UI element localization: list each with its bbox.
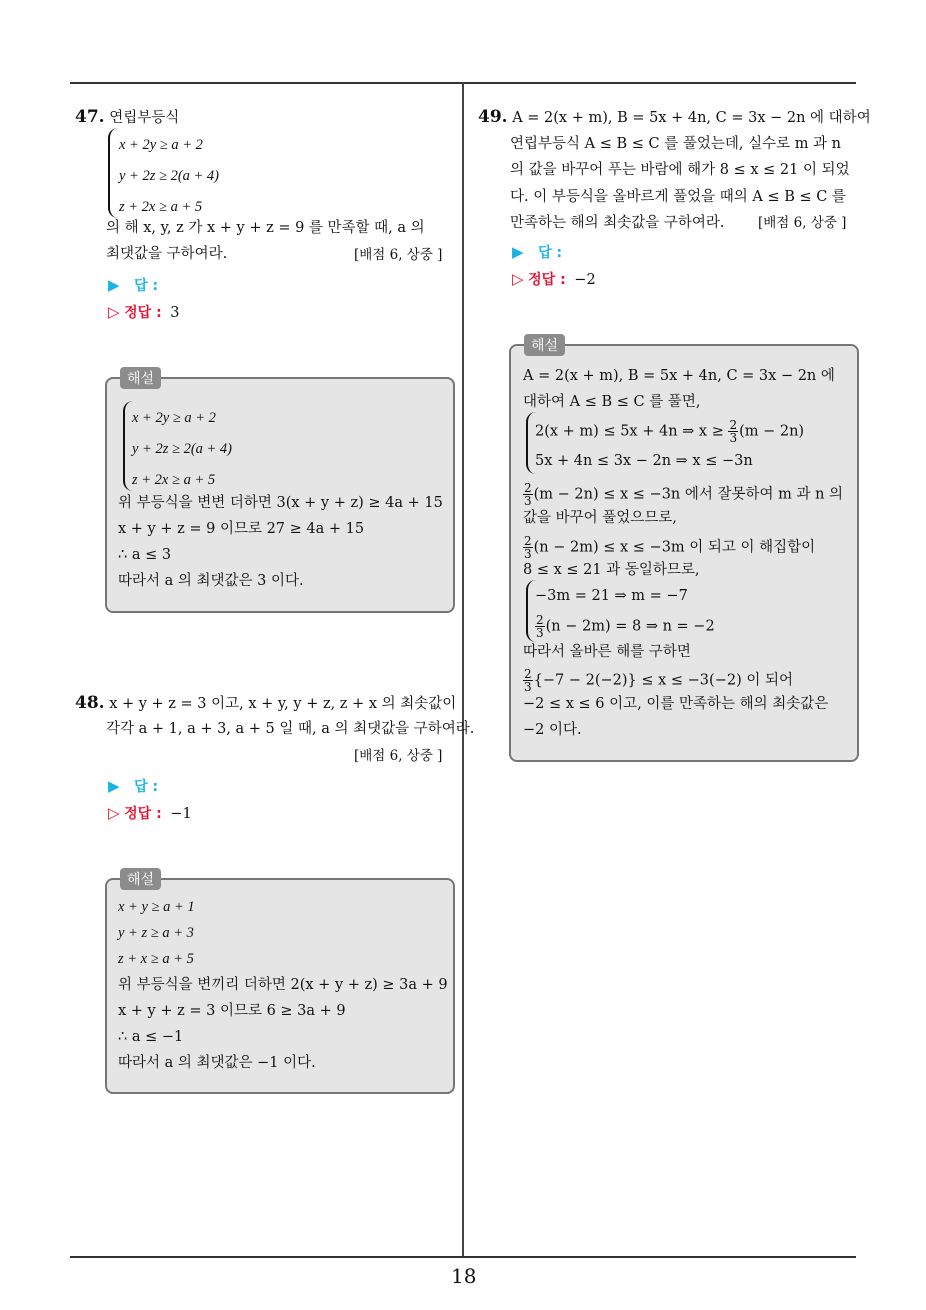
solution-line: z + 2x ≥ a + 5 xyxy=(132,472,216,488)
fraction-numerator: 2 xyxy=(524,667,532,681)
solution-line: 8 ≤ x ≤ 21 과 동일하므로, xyxy=(523,562,700,578)
correct-value: 3 xyxy=(170,305,180,321)
question-text: x + y + z = 3 이고, x + y, y + z, z + x 의 최솟값이 xyxy=(109,696,457,712)
solution-line xyxy=(535,614,715,639)
fraction xyxy=(728,419,738,444)
solution-line: x + y + z = 9 이므로 27 ≥ 4a + 15 xyxy=(118,521,365,537)
correct-row xyxy=(512,269,596,290)
fraction-numerator: 2 xyxy=(729,418,738,432)
correct-value: −1 xyxy=(170,806,192,822)
sol-text: {−7 − 2(−2)} ≤ x ≤ −3(−2) 이 되어 xyxy=(533,672,793,689)
solution-line: z + x ≥ a + 5 xyxy=(118,951,194,967)
question-text: 각각 a + 1, a + 3, a + 5 일 때, a 의 최댓값을 구하여라. xyxy=(106,721,475,737)
sys-text: 2(x + m) ≤ 5x + 4n ⇒ x ≥ xyxy=(535,423,724,440)
solution-line: x + y ≥ a + 1 xyxy=(118,899,195,915)
solution-line xyxy=(523,482,843,507)
solution-line: A = 2(x + m), B = 5x + 4n, C = 3x − 2n 에 xyxy=(523,368,835,384)
solution-line: −3m = 21 ⇒ m = −7 xyxy=(535,588,688,604)
solution-line: 위 부등식을 변끼리 더하면 2(x + y + z) ≥ 3a + 9 xyxy=(118,977,448,993)
solution-line: 따라서 a 의 최댓값은 3 이다. xyxy=(118,573,304,589)
filled-right-triangle-icon: ▶ xyxy=(108,276,120,294)
page-number: 18 xyxy=(451,1264,477,1288)
solution-line xyxy=(523,668,793,693)
fraction-denominator: 3 xyxy=(524,494,532,508)
question-title: 연립부등식 xyxy=(109,110,180,126)
solution-line: −2 이다. xyxy=(523,722,582,738)
answer-row xyxy=(512,242,562,263)
fraction-numerator: 2 xyxy=(536,613,544,627)
fraction xyxy=(523,535,533,560)
answer-label: 답 : xyxy=(134,278,159,294)
fraction-denominator: 3 xyxy=(524,547,532,561)
score-label: [배점 6, 상중 ] xyxy=(758,215,847,231)
answer-row xyxy=(108,275,158,296)
inequality-2: y + 2z ≥ 2(a + 4) xyxy=(119,168,220,184)
question-number: 47. xyxy=(75,107,105,127)
fraction xyxy=(535,614,545,639)
question-text: A = 2(x + m), B = 5x + 4n, C = 3x − 2n 에 대하여 xyxy=(512,110,871,126)
correct-label: 정답 : xyxy=(124,305,162,321)
outline-right-triangle-icon: ▷ xyxy=(108,303,120,321)
filled-right-triangle-icon: ▶ xyxy=(108,777,120,795)
solution-line xyxy=(535,419,804,444)
solution-line: 위 부등식을 변변 더하면 3(x + y + z) ≥ 4a + 15 xyxy=(118,495,443,511)
answer-label: 답 : xyxy=(538,245,563,261)
correct-value: −2 xyxy=(574,272,596,288)
solution-line: −2 ≤ x ≤ 6 이고, 이를 만족하는 해의 최솟값은 xyxy=(523,696,829,712)
correct-row xyxy=(108,302,180,323)
question-text: 연립부등식 A ≤ B ≤ C 를 풀었는데, 실수로 m 과 n xyxy=(510,136,842,152)
question-text: 의 값을 바꾸어 푸는 바람에 해가 8 ≤ x ≤ 21 이 되었 xyxy=(510,162,850,178)
fraction xyxy=(523,482,533,507)
fraction-denominator: 3 xyxy=(536,626,544,640)
solution-line: y + z ≥ a + 3 xyxy=(118,925,194,941)
solution-tag: 해설 xyxy=(120,868,161,890)
question-number: 48. xyxy=(75,693,105,713)
answer-row xyxy=(108,776,158,797)
solution-line: y + 2z ≥ 2(a + 4) xyxy=(132,441,233,457)
outline-right-triangle-icon: ▷ xyxy=(108,804,120,822)
fraction-numerator: 2 xyxy=(524,534,532,548)
solution-line: x + 2y ≥ a + 2 xyxy=(132,410,216,426)
system-brace xyxy=(108,128,118,218)
column-divider xyxy=(462,82,464,1258)
filled-right-triangle-icon: ▶ xyxy=(512,243,524,261)
correct-label: 정답 : xyxy=(528,272,566,288)
solution-line: 대하여 A ≤ B ≤ C 를 풀면, xyxy=(523,394,701,410)
bottom-rule xyxy=(70,1256,856,1258)
solution-line xyxy=(523,535,815,560)
solution-line: 값을 바꾸어 풀었으므로, xyxy=(523,510,677,526)
correct-row xyxy=(108,803,192,824)
question-number: 49. xyxy=(478,107,508,127)
solution-line: x + y + z = 3 이므로 6 ≥ 3a + 9 xyxy=(118,1003,346,1019)
solution-line: 따라서 올바른 해를 구하면 xyxy=(523,644,691,660)
solution-tag: 해설 xyxy=(524,334,565,356)
outline-right-triangle-icon: ▷ xyxy=(512,270,524,288)
sol-text: (m − 2n) ≤ x ≤ −3n 에서 잘못하여 m 과 n 의 xyxy=(533,486,844,503)
correct-label: 정답 : xyxy=(124,806,162,822)
solution-tag: 해설 xyxy=(120,367,161,389)
sol-text: (n − 2m) ≤ x ≤ −3m 이 되고 이 해집합이 xyxy=(533,539,816,556)
solution-line: 5x + 4n ≤ 3x − 2n ⇒ x ≤ −3n xyxy=(535,453,753,469)
sys-text: (n − 2m) = 8 ⇒ n = −2 xyxy=(545,618,715,635)
score-label: [배점 6, 상중 ] xyxy=(354,748,443,764)
solution-line: ∴ a ≤ −1 xyxy=(118,1029,184,1045)
solution-line: 따라서 a 의 최댓값은 −1 이다. xyxy=(118,1055,316,1071)
answer-label: 답 : xyxy=(134,779,159,795)
question-text: 의 해 x, y, z 가 x + y + z = 9 를 만족할 때, a 의 xyxy=(106,220,425,236)
score-label: [배점 6, 상중 ] xyxy=(354,247,443,263)
inequality-1: x + 2y ≥ a + 2 xyxy=(119,137,203,153)
question-text: 최댓값을 구하여라. xyxy=(106,246,228,262)
solution-line: ∴ a ≤ 3 xyxy=(118,547,172,563)
inequality-3: z + 2x ≥ a + 5 xyxy=(119,199,203,215)
fraction xyxy=(523,668,533,693)
question-text: 다. 이 부등식을 올바르게 풀었을 때의 A ≤ B ≤ C 를 xyxy=(510,189,846,205)
fraction-denominator: 3 xyxy=(524,680,532,694)
fraction-denominator: 3 xyxy=(729,431,738,445)
fraction-numerator: 2 xyxy=(524,481,532,495)
question-text: 만족하는 해의 최솟값을 구하여라. xyxy=(510,215,725,231)
sys-text: (m − 2n) xyxy=(739,423,805,440)
